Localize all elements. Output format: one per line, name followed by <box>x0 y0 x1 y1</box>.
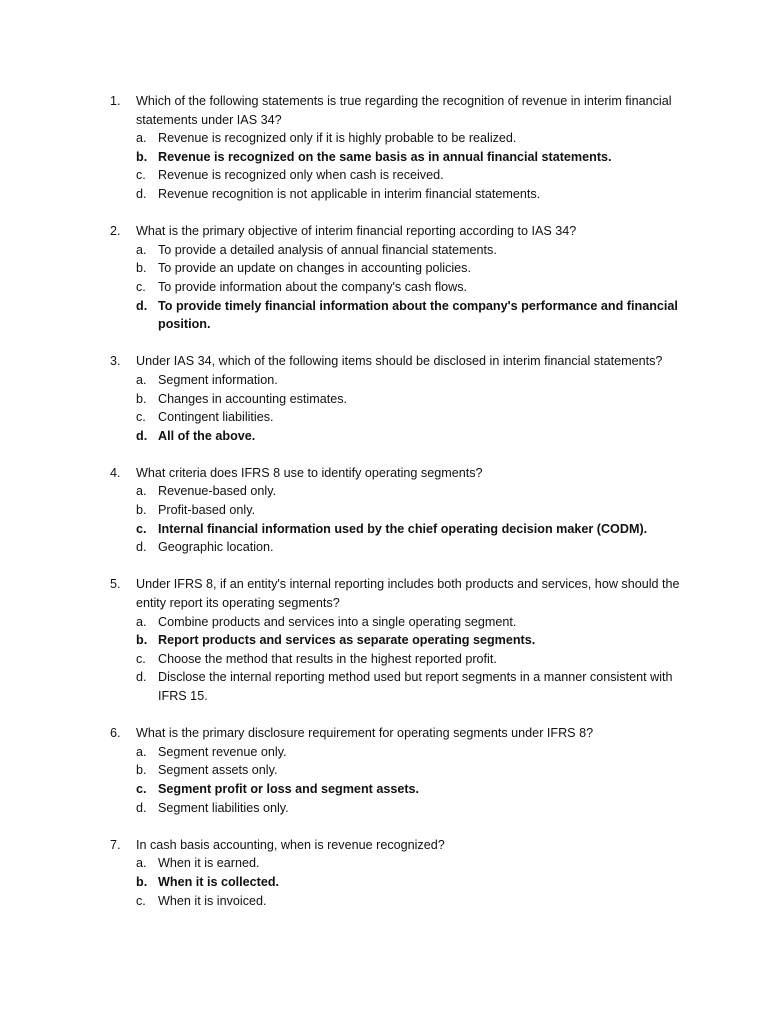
option-letter: c. <box>136 279 146 294</box>
question-text: Under IFRS 8, if an entity's internal reporting includes both products and services, how should the entity report its operating segments? <box>136 577 680 611</box>
answer-option <box>110 390 680 409</box>
option-letter: b. <box>136 149 148 164</box>
option-text: Segment profit or loss and segment assets. <box>158 781 420 796</box>
question-number: 7. <box>110 837 121 852</box>
question-number: 5. <box>110 577 121 592</box>
question-stem <box>110 724 680 743</box>
question-stem <box>110 575 680 612</box>
answer-option <box>110 613 680 632</box>
option-letter: a. <box>136 856 147 871</box>
option-text: All of the above. <box>158 428 256 443</box>
option-text: Segment information. <box>158 372 278 387</box>
option-letter: a. <box>136 242 147 257</box>
answer-option <box>110 185 680 204</box>
answer-option-correct <box>110 297 680 334</box>
option-letter: a. <box>136 372 147 387</box>
option-text: To provide information about the company's cash flows. <box>158 279 468 294</box>
question-text: Under IAS 34, which of the following items should be disclosed in interim financial statements? <box>136 354 663 369</box>
option-text: Choose the method that results in the highest reported profit. <box>158 651 497 666</box>
option-letter: d. <box>136 800 147 815</box>
option-letter: b. <box>136 503 147 518</box>
option-text: Segment assets only. <box>158 763 278 778</box>
question-number: 4. <box>110 465 121 480</box>
option-text: Revenue is recognized on the same basis as in annual financial statements. <box>158 149 612 164</box>
answer-option <box>110 241 680 260</box>
option-letter: c. <box>136 651 146 666</box>
option-text: Changes in accounting estimates. <box>158 391 348 406</box>
answer-option <box>110 501 680 520</box>
option-text: To provide timely financial information about the company's performance and financial position. <box>158 298 678 332</box>
option-letter: c. <box>136 781 147 796</box>
option-text: Combine products and services into a single operating segment. <box>158 614 517 629</box>
answer-option <box>110 799 680 818</box>
option-letter: c. <box>136 410 146 425</box>
option-text: Geographic location. <box>158 540 274 555</box>
answer-option <box>110 371 680 390</box>
option-text: Disclose the internal reporting method used but report segments in a manner consistent with IFRS 15. <box>158 670 673 703</box>
option-letter: b. <box>136 633 148 648</box>
option-letter: d. <box>136 186 147 201</box>
answer-option <box>110 668 680 705</box>
option-text: Revenue recognition is not applicable in interim financial statements. <box>158 186 541 201</box>
option-letter: b. <box>136 874 148 889</box>
answer-option <box>110 166 680 185</box>
answer-option <box>110 650 680 669</box>
option-letter: a. <box>136 614 147 629</box>
option-letter: d. <box>136 428 148 443</box>
question-text: What is the primary objective of interim financial reporting according to IAS 34? <box>136 224 577 239</box>
answer-option-correct <box>110 520 680 539</box>
question-number: 3. <box>110 354 121 369</box>
question-item <box>110 92 680 204</box>
question-item <box>110 352 680 445</box>
answer-option <box>110 538 680 557</box>
question-item <box>110 464 680 557</box>
question-list <box>110 92 680 929</box>
option-text: Internal financial information used by the chief operating decision maker (CODM). <box>158 521 648 536</box>
option-letter: c. <box>136 168 146 183</box>
option-text: Profit-based only. <box>158 503 256 518</box>
option-letter: a. <box>136 744 147 759</box>
answer-option <box>110 408 680 427</box>
option-text: Segment revenue only. <box>158 744 287 759</box>
answer-option-correct <box>110 427 680 446</box>
question-number: 1. <box>110 94 121 108</box>
option-letter: b. <box>136 763 147 778</box>
option-text: Revenue is recognized only when cash is received. <box>158 168 444 183</box>
option-letter: b. <box>136 391 147 406</box>
answer-option-correct <box>110 873 680 892</box>
question-stem <box>110 222 680 241</box>
question-text: In cash basis accounting, when is revenue recognized? <box>136 837 445 852</box>
option-text: To provide a detailed analysis of annual financial statements. <box>158 242 497 257</box>
option-letter: c. <box>136 893 146 908</box>
option-letter: a. <box>136 131 147 146</box>
option-letter: b. <box>136 261 147 276</box>
question-number: 2. <box>110 224 121 239</box>
option-text: Report products and services as separate operating segments. <box>158 633 536 648</box>
question-item <box>110 724 680 817</box>
answer-option <box>110 761 680 780</box>
answer-option <box>110 854 680 873</box>
answer-option <box>110 482 680 501</box>
answer-option <box>110 259 680 278</box>
answer-option-correct <box>110 631 680 650</box>
option-letter: d. <box>136 298 148 313</box>
question-number: 6. <box>110 726 121 741</box>
option-text: When it is collected. <box>158 874 280 889</box>
option-letter: a. <box>136 484 147 499</box>
option-text: When it is earned. <box>158 856 260 871</box>
option-letter: d. <box>136 670 147 685</box>
answer-option-correct <box>110 148 680 167</box>
answer-option <box>110 892 680 911</box>
option-letter: d. <box>136 540 147 555</box>
option-text: Segment liabilities only. <box>158 800 289 815</box>
answer-option <box>110 129 680 148</box>
option-letter: c. <box>136 521 147 536</box>
question-item <box>110 575 680 705</box>
option-text: When it is invoiced. <box>158 893 267 908</box>
answer-option-correct <box>110 780 680 799</box>
question-text: What criteria does IFRS 8 use to identify operating segments? <box>136 465 483 480</box>
answer-option <box>110 743 680 762</box>
option-text: Revenue is recognized only if it is highly probable to be realized. <box>158 131 517 146</box>
option-text: Revenue-based only. <box>158 484 277 499</box>
question-stem <box>110 352 680 371</box>
question-stem <box>110 836 680 855</box>
question-item <box>110 222 680 334</box>
option-text: Contingent liabilities. <box>158 410 274 425</box>
question-text: Which of the following statements is true regarding the recognition of revenue in interim financial statements under IAS 34? <box>136 94 672 127</box>
question-item <box>110 836 680 910</box>
answer-option <box>110 278 680 297</box>
option-text: To provide an update on changes in accounting policies. <box>158 261 471 276</box>
question-text: What is the primary disclosure requirement for operating segments under IFRS 8? <box>136 726 594 741</box>
question-stem <box>110 464 680 483</box>
question-stem <box>110 92 680 129</box>
